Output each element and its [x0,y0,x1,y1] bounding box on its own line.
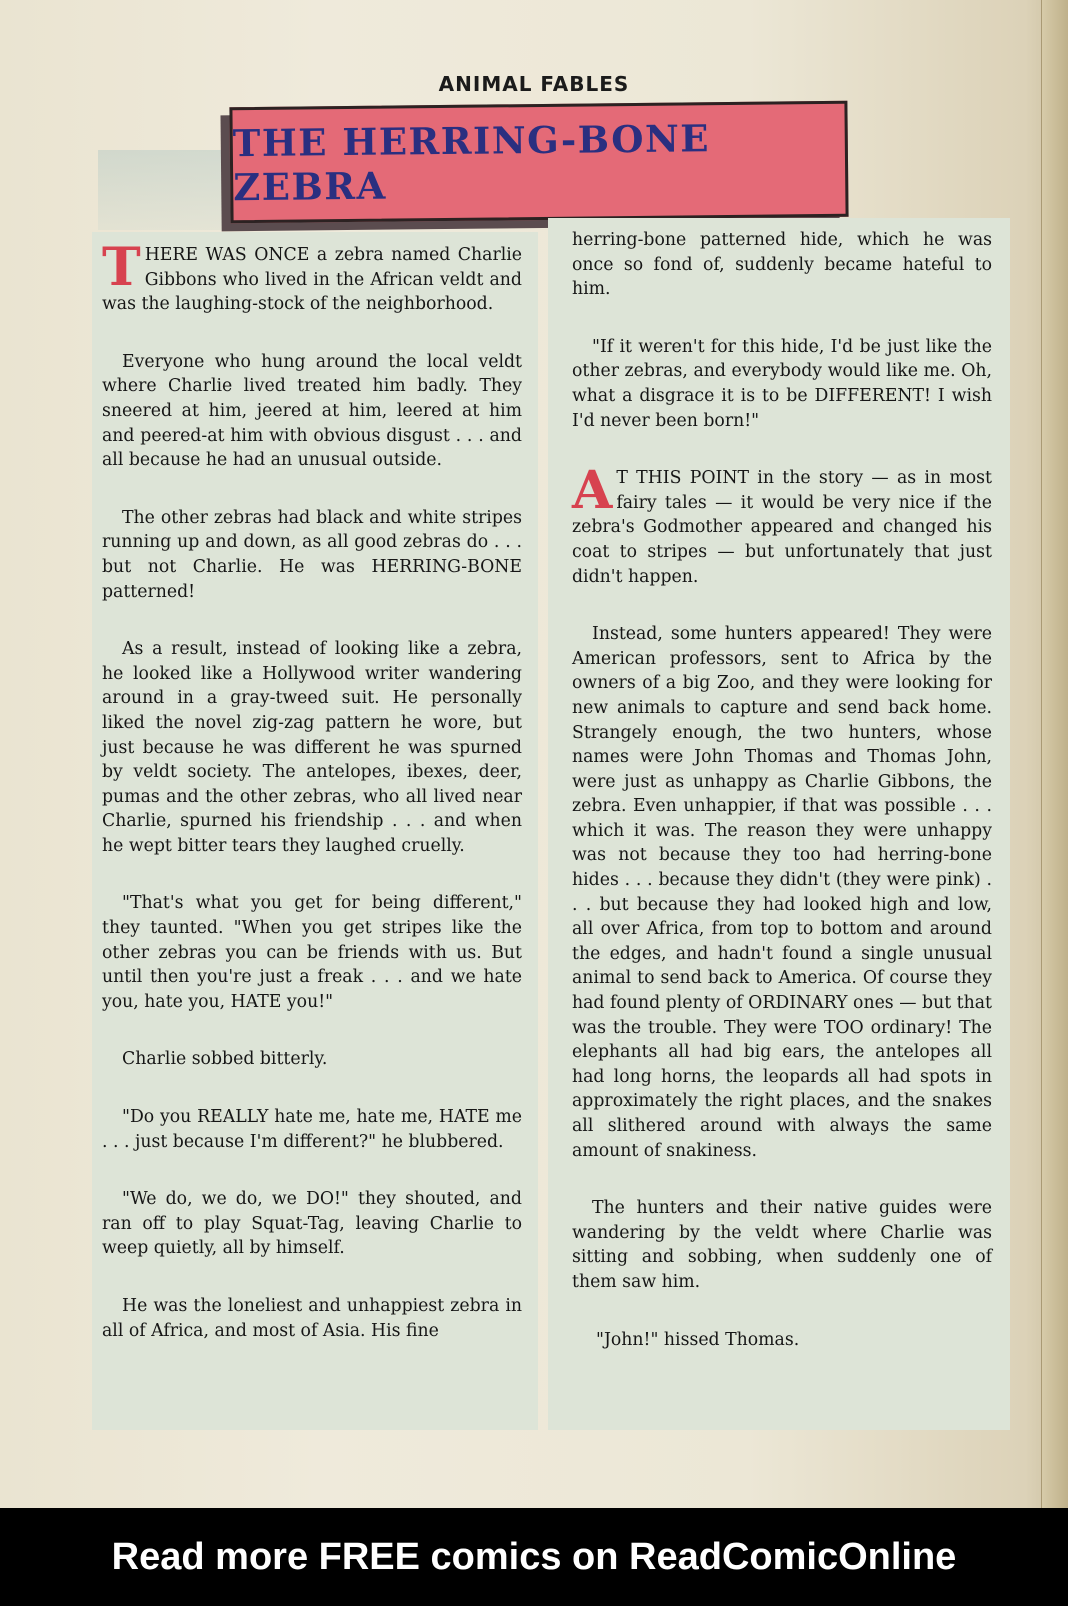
paragraph: "John!" hissed Thomas. [596,1329,800,1350]
paragraph: He was the loneliest and unhappiest zebra in all of Africa, and most of Asia. His fine [102,1296,522,1341]
paragraph: herring-bone patterned hide, which he was once so fond of, suddenly became hateful to him. [572,230,992,300]
page-spine [1041,0,1068,1508]
paragraph: "If it weren't for this hide, I'd be just like the other zebras, and everybody would like me. Oh, what a disgrace it is to be DIFFERENT! I wish I'd never been born!" [572,336,992,431]
paragraph: Instead, some hunters appeared! They were American professors, sent to Africa by the owners of a big Zoo, and they were looking for new animals to capture and send back home. Strangely enough, the two hunters, whose names were John Thomas and Thomas John, were just as unhappy as Charlie Gibbons, the zebra. Even unhappier, if that was possible . . . which it was. The reason they were unhappy was not because they too had herring-bone hides . . . because they didn't (they were pink) . . . but because they had looked high and low, all over Africa, from top to bottom and around the edges, and hadn't found a single unusual animal to send back to America. Of course they had found plenty of ORDINARY ones — but that was the trouble. They were TOO ordinary! The elephants all had big ears, the antelopes all had long horns, the leopards all had spots in approximately the right places, and the snakes all slithered around with always the same amount of snakiness. [572,624,992,1161]
story-title-banner [229,101,848,223]
paragraph: Charlie sobbed bitterly. [122,1049,328,1070]
paragraph: "That's what you get for being different," they taunted. "When you get stripes like the other zebras you can be friends with us. But until then you're just a freak . . . and we hate you, hate you, HATE you!" [102,893,522,1012]
promo-footer-banner[interactable] [0,1508,1068,1606]
paragraph: "Do you REALLY hate me, hate me, HATE me . . . just because I'm different?" he blubbered. [102,1107,522,1152]
promo-footer-text[interactable]: Read more FREE comics on ReadComicOnline [111,1535,957,1578]
paragraph: The other zebras had black and white stripes running up and down, as all good zebras do . . . but not Charlie. He was HERRING-BONE patterned! [102,507,522,602]
right-column [572,228,992,1385]
story-title: THE HERRING-BONE ZEBRA [232,116,711,210]
paragraph: Everyone who hung around the local veldt where Charlie lived treated him badly. They sneered at him, jeered at him, leered at him and peered-at him with obvious disgust . . . and all because he had an unusual outside. [102,351,522,471]
bleed-through-shadow [98,150,228,230]
paragraph: The hunters and their native guides were wandering by the veldt where Charlie was sitting and sobbing, when suddenly one of them saw him. [572,1198,992,1292]
paragraph: A T THIS POINT in the story — as in most fairy tales — it would be very nice if the zebra's Godmother appeared and changed his coat to stripes — but unfortunately that just didn't happen. [572,460,992,587]
left-column [102,237,522,1376]
paragraph: THERE WAS ONCE a zebra named Charlie Gibbons who lived in the African veldt and was the laughing-stock of the neighborhood. [102,237,522,315]
paragraph: "We do, we do, we DO!" they shouted, and ran off to play Squat-Tag, leaving Charlie to weep quietly, all by himself. [102,1189,522,1259]
paragraph: As a result, instead of looking like a zebra, he looked like a Hollywood writer wandering around in a gray-tweed suit. He personally liked the novel zig-zag pattern he wore, but just because he was different he was spurned by veldt society. The antelopes, ibexes, deer, pumas and the other zebras, who all lived near Charlie, spurned his friendship . . . and when he wept bitter tears they laughed cruelly. [102,639,522,856]
series-header: ANIMAL FABLES [438,72,630,96]
drop-cap: T [102,237,141,298]
drop-cap: A [572,460,613,522]
